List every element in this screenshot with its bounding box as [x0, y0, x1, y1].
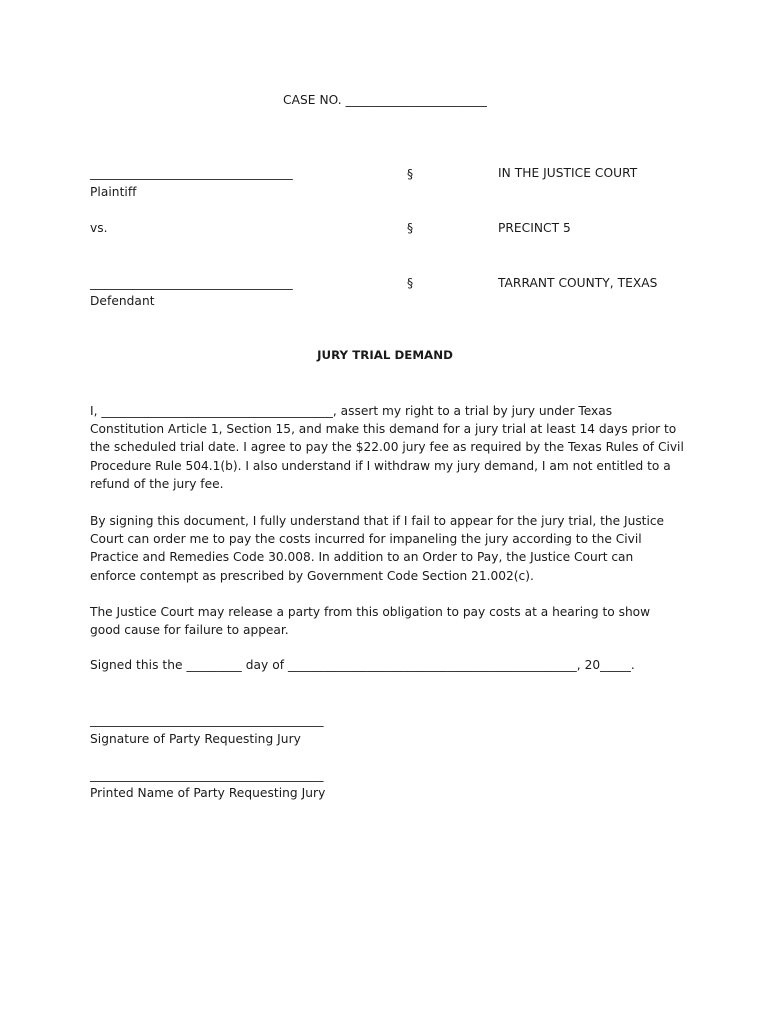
- costs-paragraph: [90, 512, 690, 585]
- defendant-label: Defendant: [90, 294, 155, 308]
- paragraph-line: The Justice Court may release a party from this obligation to pay costs at a hearing to show: [90, 605, 651, 619]
- paragraph-line: good cause for failure to appear.: [90, 623, 289, 638]
- paragraph-line: Practice and Remedies Code 30.008. In addition to an Order to Pay, the Justice Court can: [90, 550, 634, 565]
- precinct-label: PRECINCT 5: [498, 221, 571, 235]
- document-title: JURY TRIAL DEMAND: [317, 348, 453, 362]
- plaintiff-name-line: _________________________________: [90, 166, 293, 180]
- versus-label: vs.: [90, 221, 108, 235]
- paragraph-line: I, ______________________________________, assert my right to a trial by jury under Texas: [90, 404, 613, 418]
- printed-name-line: ______________________________________: [90, 768, 324, 782]
- signature-label: Signature of Party Requesting Jury: [90, 732, 301, 746]
- case-number: CASE NO. _______________________: [283, 93, 487, 107]
- paragraph-line: refund of the jury fee.: [90, 476, 224, 491]
- section-symbol: §: [407, 276, 414, 290]
- demand-paragraph: [90, 402, 690, 493]
- plaintiff-label: Plaintiff: [90, 185, 137, 199]
- release-paragraph: [90, 603, 690, 639]
- paragraph-line: Constitution Article 1, Section 15, and make this demand for a jury trial at least 14 days prior to: [90, 422, 677, 437]
- court-name: IN THE JUSTICE COURT: [498, 166, 638, 180]
- paragraph-line: Court can order me to pay the costs incurred for impaneling the jury according to the Civil: [90, 532, 642, 547]
- section-symbol: §: [407, 167, 414, 181]
- paragraph-line: Procedure Rule 504.1(b). I also understand if I withdraw my jury demand, I am not entitled to a: [90, 458, 671, 473]
- paragraph-line: the scheduled trial date. I agree to pay the $22.00 jury fee as required by the Texas Rules of Civil: [90, 440, 684, 455]
- paragraph-line: By signing this document, I fully understand that if I fail to appear for the jury trial, the Justice: [90, 514, 665, 528]
- paragraph-line: enforce contempt as prescribed by Government Code Section 21.002(c).: [90, 568, 534, 583]
- defendant-name-line: _________________________________: [90, 276, 293, 290]
- printed-name-label: Printed Name of Party Requesting Jury: [90, 786, 326, 800]
- county-label: TARRANT COUNTY, TEXAS: [498, 276, 658, 290]
- section-symbol: §: [407, 221, 414, 235]
- signature-line: ______________________________________: [90, 713, 324, 727]
- signed-date-line: Signed this the _________ day of _______________________________________________, 20_____.: [90, 658, 635, 672]
